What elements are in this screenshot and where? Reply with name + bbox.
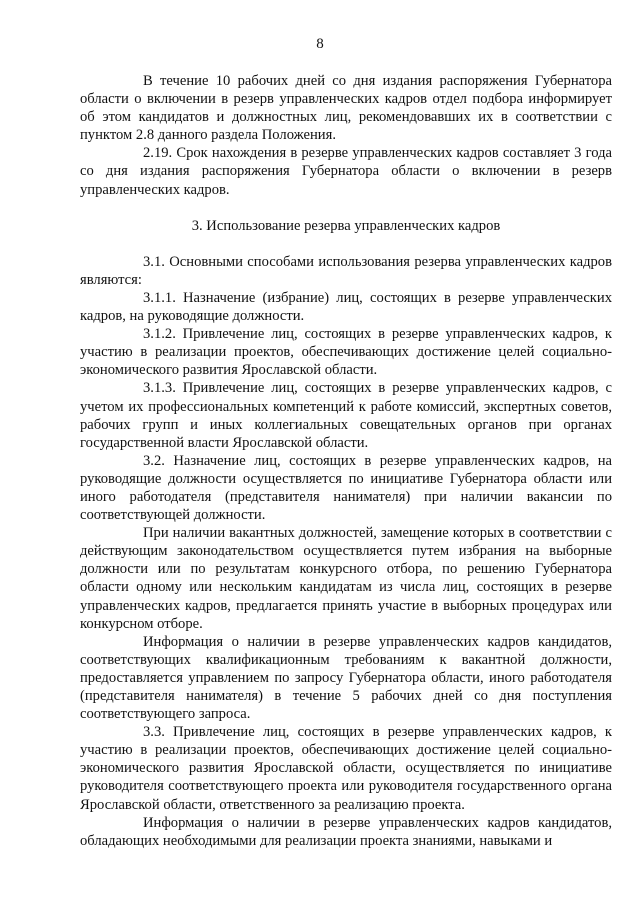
paragraph: 3.2. Назначение лиц, состоящих в резерве управленческих кадров, на руководящие должности осуществляется по инициативе Губернатора области или иного работодателя (представителя нанимателя) при наличии вакансии по соответствующей должности. — [80, 452, 612, 524]
paragraph: 3.1.2. Привлечение лиц, состоящих в резерве управленческих кадров, к участию в реализации проектов, обеспечивающих достижение целей социально-экономического развития Ярославской области. — [80, 326, 612, 379]
page-number: 8 — [316, 36, 324, 52]
paragraph: 2.19. Срок нахождения в резерве управленческих кадров составляет 3 года со дня издания распоряжения Губернатора области о включении в резерв управленческих кадров. — [80, 145, 612, 198]
paragraph: 3.1. Основными способами использования резерва управленческих кадров являются: — [80, 253, 612, 288]
paragraph: 3.3. Привлечение лиц, состоящих в резерве управленческих кадров, к участию в реализации проектов, обеспечивающих достижение целей социально-экономического развития Ярославской области, осуществляется по инициативе руководителя соответствующего проекта или руководителя государственного органа Ярославской области, ответственного за реализацию проекта. — [80, 724, 612, 813]
paragraph: 3.1.3. Привлечение лиц, состоящих в резерве управленческих кадров, с учетом их профессиональных компетенций к работе комиссий, экспертных советов, рабочих групп и иных коллегиальных совещательных органов при органах государственной власти Ярославской области. — [80, 380, 612, 451]
paragraph: При наличии вакантных должностей, замещение которых в соответствии с действующим законодательством осуществляется путем избрания на выборные должности или по результатам конкурсного отбора, по решению Губернатора области одному или нескольким кандидатам из числа лиц, состоящих в резерве управленческих кадров, предлагается принять участие в выборных процедурах или конкурсном отборе. — [80, 525, 612, 632]
paragraph: Информация о наличии в резерве управленческих кадров кандидатов, соответствующих квалификационным требованиям к вакантной должности, предоставляется управлением по запросу Губернатора области, иного работодателя (представителя нанимателя) в течение 5 рабочих дней со дня поступления соответствующего запроса. — [80, 633, 612, 723]
section-heading: 3. Использование резерва управленческих кадров — [191, 217, 501, 234]
paragraph: 3.1.1. Назначение (избрание) лиц, состоящих в резерве управленческих кадров, на руководящие должности. — [80, 289, 612, 325]
paragraph: Информация о наличии в резерве управленческих кадров кандидатов, обладающих необходимыми для реализации проекта знаниями, навыками и — [80, 814, 612, 849]
document-body — [80, 72, 612, 850]
paragraph: В течение 10 рабочих дней со дня издания распоряжения Губернатора области о включении в резерв управленческих кадров отдел подбора информирует об этом кандидатов и должностных лиц, рекомендовавших их в соответствии с пунктом 2.8 данного раздела Положения. — [80, 73, 612, 144]
